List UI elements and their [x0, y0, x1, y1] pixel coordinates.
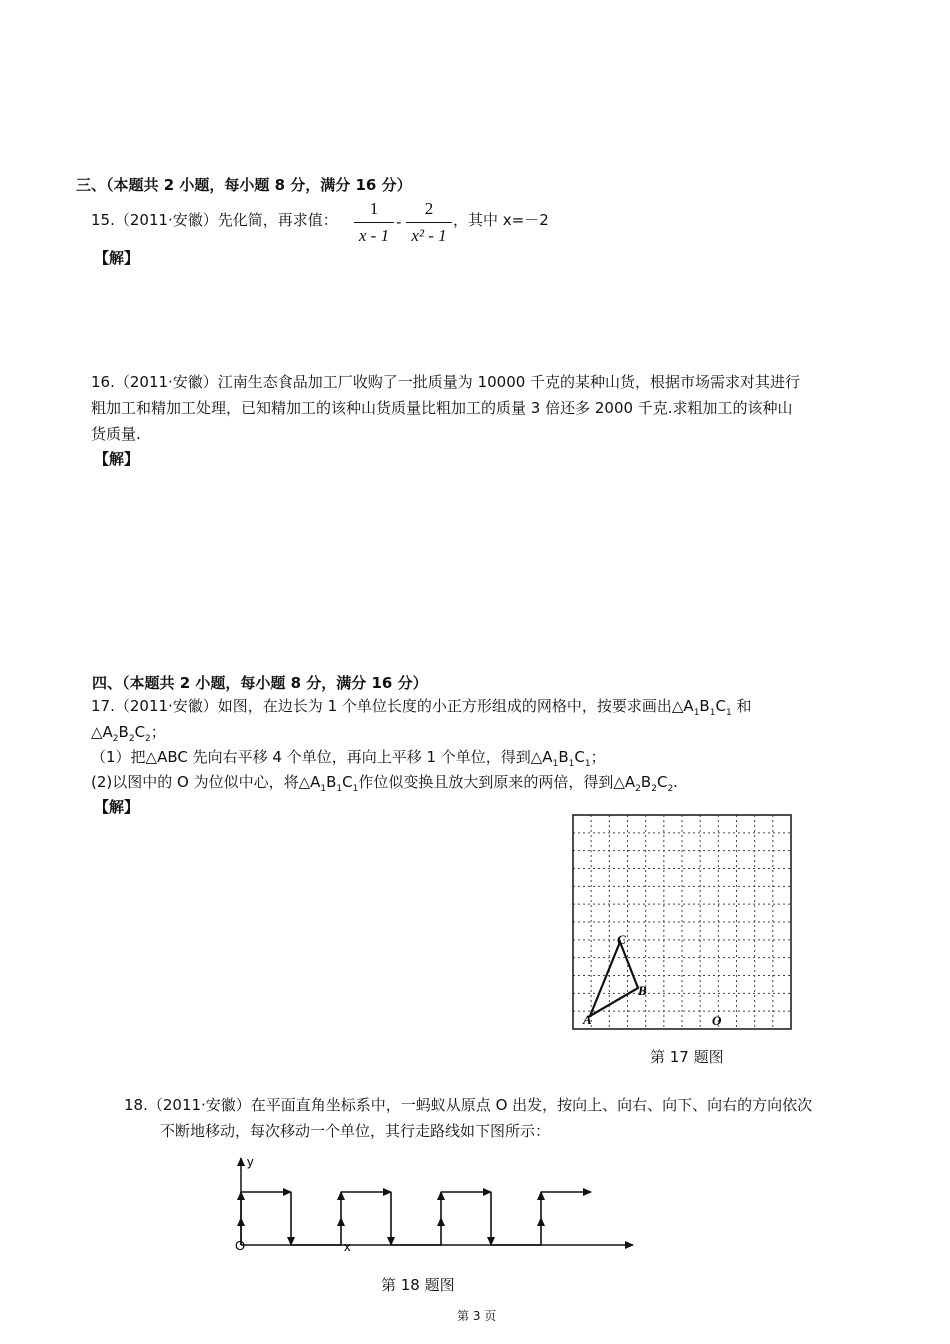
q16-solution-label: 【解】	[94, 450, 140, 468]
q17-part-1-text: （1）把△ABC 先向右平移 4 个单位，再向上平移 1 个单位，得到△A	[91, 748, 553, 766]
triangle-abc	[590, 942, 638, 1016]
q17-line-1-text: 17.（2011·安徽）如图，在边长为 1 个单位长度的小正方形组成的网格中，按要求画出△A	[91, 697, 694, 715]
q18-path-figure	[228, 1150, 648, 1255]
label-y: y	[247, 1154, 254, 1169]
sub-1: 1	[725, 708, 732, 718]
q17-line-2-text: △A	[91, 723, 113, 741]
sub-2: 2	[128, 734, 135, 744]
sub-1: 1	[709, 708, 716, 718]
letter-c: C	[342, 773, 353, 791]
letter-b: B	[118, 723, 129, 741]
label-x: x	[344, 1239, 351, 1254]
label-origin: O	[235, 1238, 246, 1253]
q17-line-2-end: ；	[150, 723, 166, 741]
q17-line-1-end: 和	[736, 697, 752, 715]
sub-1: 1	[693, 708, 700, 718]
q18-line-2: 不断地移动，每次移动一个单位，其行走路线如下图所示：	[160, 1122, 551, 1140]
q17-solution-label: 【解】	[94, 798, 140, 816]
q16-line-2: 粗加工和精加工处理，已知精加工的该种山货质量比粗加工的质量 3 倍还多 2000 千克.求粗加工的该种山	[91, 399, 793, 417]
q15-frac1-denominator: x - 1	[358, 226, 390, 245]
q15-suffix: ，其中 x=－2	[453, 211, 549, 229]
q17-part-2	[91, 770, 678, 801]
q17-figure-caption: 第 17 题图	[650, 1048, 724, 1066]
section-4-heading: 四、（本题共 2 小题，每小题 8 分，满分 16 分）	[92, 674, 428, 692]
q15-frac2-denominator: x² - 1	[411, 226, 447, 245]
letter-b: B	[640, 773, 652, 791]
q15-frac1-numerator: 1	[369, 199, 379, 218]
q17-grid-figure	[568, 810, 796, 1036]
q16-line-3: 货质量.	[91, 425, 141, 443]
sub-2: 2	[651, 784, 657, 794]
letter-c: C	[574, 748, 585, 766]
sub-1: 1	[552, 759, 559, 769]
q15-frac1-bar	[354, 222, 394, 223]
q18-figure-caption: 第 18 题图	[381, 1276, 455, 1294]
q15-prefix: 15.（2011·安徽）先化简，再求值：	[91, 211, 338, 229]
letter-b: B	[326, 773, 337, 791]
q17-part-2-text-2: 作位似变换且放大到原来的两倍，得到△A	[358, 773, 636, 791]
sub-2: 2	[667, 784, 674, 794]
letter-c: C	[656, 773, 668, 791]
q15-fraction-2	[406, 198, 452, 247]
sub-1: 1	[352, 784, 359, 794]
label-b: B	[638, 983, 647, 998]
q15-frac2-numerator: 2	[424, 199, 434, 218]
q17-part-2-end: .	[673, 773, 678, 791]
sub-1: 1	[584, 759, 591, 769]
sub-1: 1	[336, 784, 343, 794]
q17-part-2-text: (2)以图中的 O 为位似中心，将△A	[91, 773, 321, 791]
section-3-heading: 三、（本题共 2 小题，每小题 8 分，满分 16 分）	[76, 176, 412, 194]
sub-1: 1	[320, 784, 327, 794]
q17-line-1	[91, 694, 751, 725]
letter-c: C	[715, 697, 726, 715]
q18-line-1: 18.（2011·安徽）在平面直角坐标系中，一蚂蚁从原点 O 出发，按向上、向右、向下、向右的方向依次	[124, 1096, 813, 1114]
q15-frac2-bar	[406, 222, 452, 223]
label-c: C	[617, 932, 626, 947]
grid-lines	[573, 815, 791, 1029]
q16-line-1: 16.（2011·安徽）江南生态食品加工厂收购了一批质量为 10000 千克的某种山货，根据市场需求对其进行	[91, 373, 801, 391]
sub-1: 1	[568, 759, 575, 769]
q17-part-1-end: ；	[590, 748, 606, 766]
q15-fraction-1	[354, 198, 394, 247]
letter-b: B	[558, 748, 569, 766]
ant-path	[241, 1192, 591, 1245]
q15-minus: -	[396, 213, 402, 231]
sub-2: 2	[635, 784, 641, 794]
page-number: 第 3 页	[457, 1309, 497, 1323]
letter-b: B	[699, 697, 710, 715]
label-o: O	[712, 1013, 722, 1028]
sub-2: 2	[112, 734, 119, 744]
letter-c: C	[134, 723, 146, 741]
sub-2: 2	[145, 734, 151, 744]
label-a: A	[583, 1012, 592, 1027]
q15-solution-label: 【解】	[94, 249, 140, 267]
